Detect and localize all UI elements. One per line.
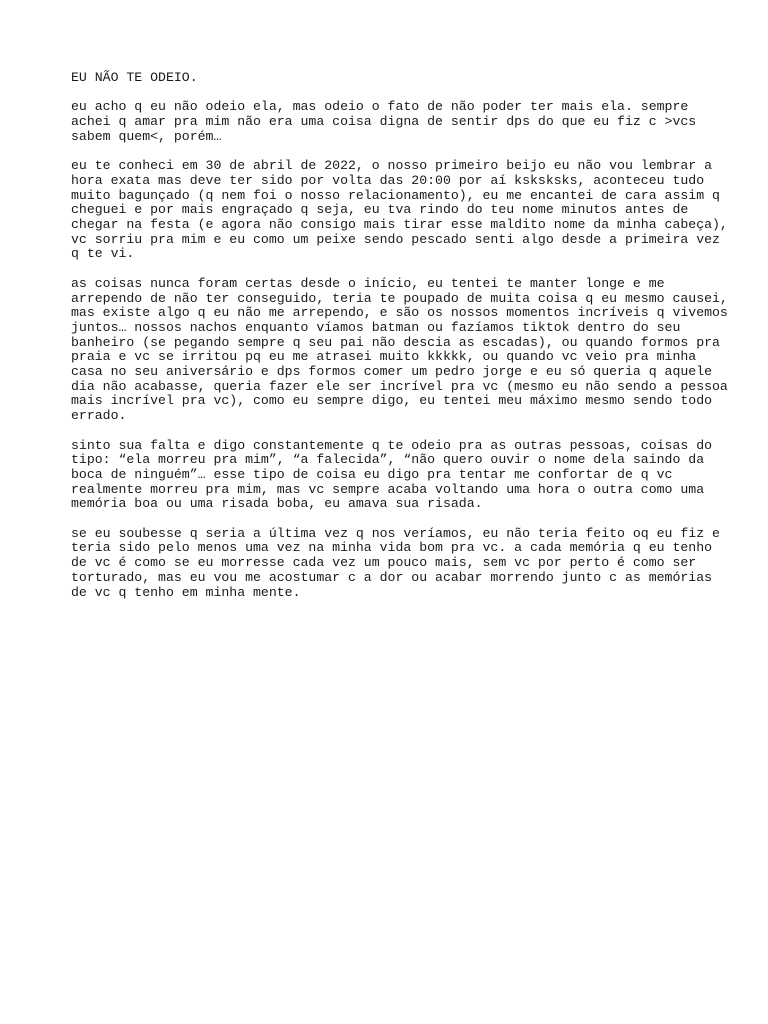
- document-title: EU NÃO TE ODEIO.: [71, 70, 198, 85]
- paragraph: eu te conheci em 30 de abril de 2022, o nosso primeiro beijo eu não vou lembrar a hora exata mas deve ter sido por volta das 20:00 por aí ksksksks, aconteceu tudo muito bagunçado (q nem foi o nosso relacionamento), eu me encantei de cara assim q cheguei e por mais engraçado q seja, eu tva rindo do teu nome minutos antes de chegar na festa (e agora não consigo mais tirar esse maldito nome da minha cabeça), vc sorriu pra mim e eu como um peixe sendo pescado senti algo desde a primeira vez q te vi.: [71, 158, 728, 262]
- document-page: [71, 70, 728, 615]
- paragraph: eu acho q eu não odeio ela, mas odeio o fato de não poder ter mais ela. sempre achei q amar pra mim não era uma coisa digna de sentir dps do que eu fiz c >vcs sabem quem<, porém…: [71, 99, 697, 144]
- paragraph: as coisas nunca foram certas desde o início, eu tentei te manter longe e me arrependo de não ter conseguido, teria te poupado de muita coisa q eu mesmo causei, mas existe algo q eu não me arrependo, e são os nossos momentos incríveis q vivemos juntos… nossos nachos enquanto víamos batman ou fazíamos tiktok dentro do seu banheiro (se pegando sempre q seu pai não descia as escadas), ou quando formos pra praia e vc se irritou pq eu me atrasei muito kkkkk, ou quando vc veio pra minha casa no seu aniversário e dps formos comer um pedro jorge e eu só queria q aquele dia não acabasse, queria fazer ele ser incrível pra vc (mesmo eu não sendo a pessoa mais incrível pra vc), como eu sempre digo, eu tentei meu máximo mesmo sendo todo errado.: [71, 275, 728, 424]
- paragraph: sinto sua falta e digo constantemente q te odeio pra as outras pessoas, coisas do tipo: “ela morreu pra mim”, “a falecida”, “não quero ouvir o nome dela saindo da boca de ninguém”… esse tipo de coisa eu digo pra tentar me confortar de q vc realmente morreu pra mim, mas vc sempre acaba voltando uma hora o outra como uma memória boa ou uma risada boba, eu amava sua risada.: [71, 437, 713, 512]
- paragraph: se eu soubesse q seria a última vez q nos veríamos, eu não teria feito oq eu fiz e teria sido pelo menos uma vez na minha vida bom pra vc. a cada memória q eu tenho de vc é como se eu morresse cada vez um pouco mais, sem vc por perto é como ser torturado, mas eu vou me acostumar c a dor ou acabar morrendo junto c as memórias de vc q tenho em minha mente.: [71, 525, 720, 600]
